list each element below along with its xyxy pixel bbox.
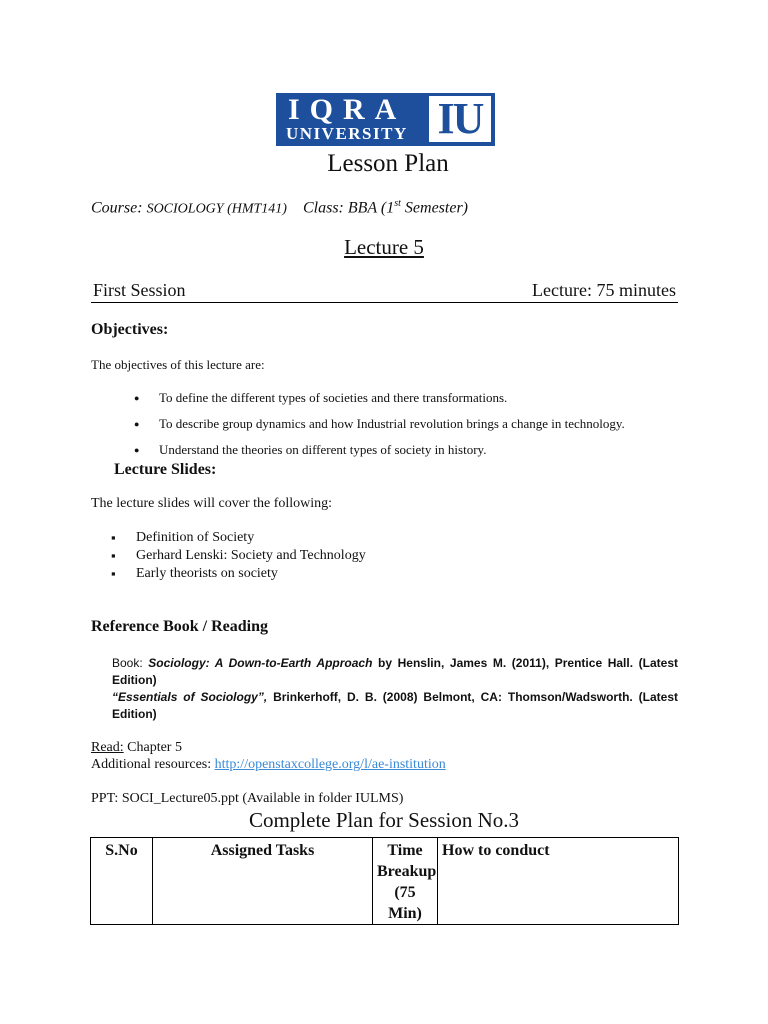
slide-item: ▪ Gerhard Lenski: Society and Technology [136,548,366,564]
course-name: SOCIOLOGY (HMT141) [146,201,287,217]
logo-line1: IQRA [288,93,407,126]
logo-mark: IU [429,96,491,142]
book-2-details: Brinkerhoff, D. B. (2008) Belmont, CA: Thomson/Wadsworth. (Latest Edition) [112,690,678,721]
session-bar [91,280,678,303]
logo-line2: UNIVERSITY [286,124,408,143]
session-plan-table [90,837,679,925]
class-label: Class: BBA (1 [302,199,395,217]
slide-item: ▪ Definition of Society [136,530,254,546]
header-time-breakup: Time Breakup (75 Min) [373,838,438,925]
read-line [91,740,182,756]
header-assigned-tasks: Assigned Tasks [153,838,373,925]
lecture-heading-text: Lecture 5 [344,235,424,259]
reference-heading: Reference Book / Reading [91,618,269,635]
university-logo [276,93,495,146]
course-label: Course: [91,199,147,217]
read-value: Chapter 5 [123,740,182,755]
resources-link[interactable]: http://openstaxcollege.org/l/ae-institution [214,757,446,772]
class-end: Semester) [400,199,468,217]
objective-item: ● Understand the theories on different types of society in history. [159,442,486,458]
objectives-heading: Objectives: [91,321,169,338]
objective-item: ● To define the different types of societies and there transformations. [159,390,507,406]
book-prefix: Book: [112,656,149,670]
slides-intro: The lecture slides will cover the following: [91,496,333,511]
read-label: Read: [91,740,124,755]
table-header-row [91,838,679,925]
session-name: First Session [93,280,186,300]
reference-book-2 [112,689,678,723]
page-title: Lesson Plan [327,150,449,177]
book-2-title: “Essentials of Sociology”, [112,690,268,704]
book-1-author: by Henslin, James M. (2011), [372,656,550,670]
reference-book-1 [112,655,678,689]
ppt-line: PPT: SOCI_Lecture05.ppt (Available in folder IULMS) [91,791,404,806]
book-1-publisher: Prentice Hall. (Latest Edition) [112,656,678,687]
slides-heading: Lecture Slides: [114,461,217,478]
resources-label: Additional resources: [91,757,215,772]
header-how-to-conduct: How to conduct [438,838,679,925]
objectives-intro: The objectives of this lecture are: [91,357,265,372]
header-sno: S.No [91,838,153,925]
book-1-title: Sociology: A Down-to-Earth Approach [148,656,373,670]
class-sup: st [394,198,401,209]
slide-item: ▪ Early theorists on society [136,566,278,582]
plan-title: Complete Plan for Session No.3 [248,808,520,832]
objective-item: ● To describe group dynamics and how Industrial revolution brings a change in technology. [159,416,625,432]
course-info [91,198,468,217]
session-duration: Lecture: 75 minutes [532,280,676,300]
resources-line [91,757,446,773]
lecture-heading [0,235,768,260]
